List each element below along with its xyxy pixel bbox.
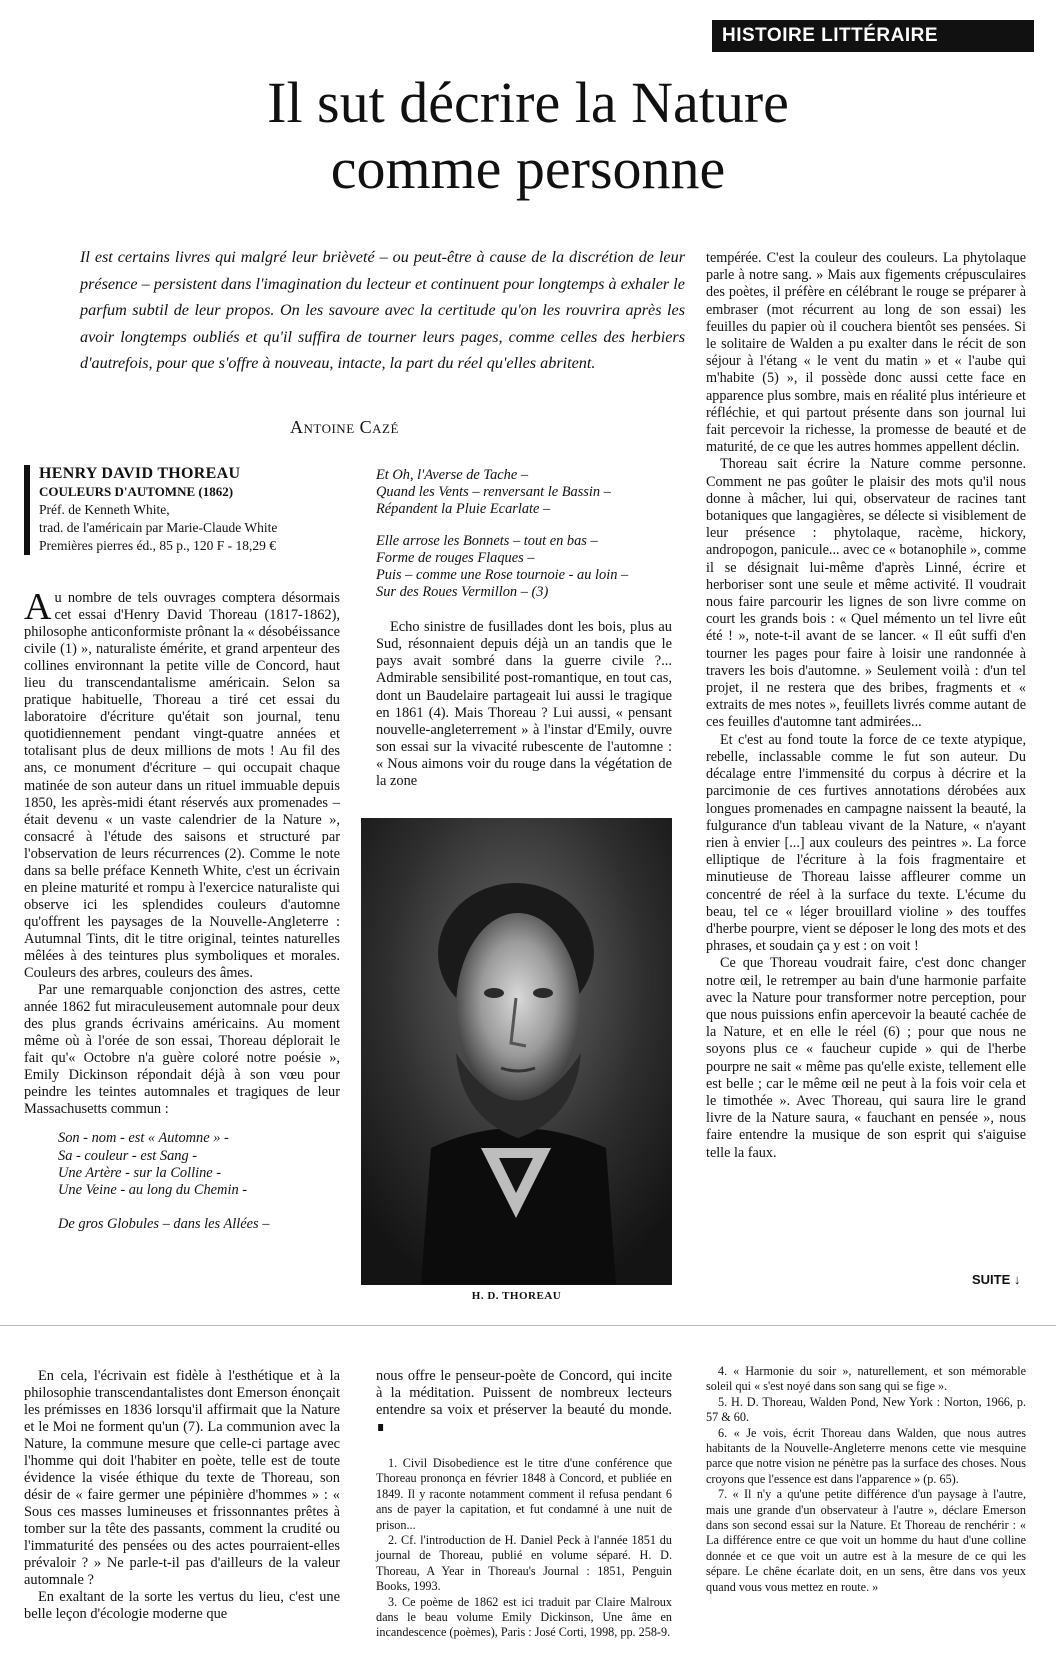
continuation-column-2 bbox=[376, 1368, 672, 1436]
poem-line: Quand les Vents – renversant le Bassin – bbox=[376, 484, 611, 501]
thoreau-portrait-photo bbox=[361, 818, 672, 1285]
portrait-illustration bbox=[361, 818, 672, 1285]
footnotes-column-3 bbox=[706, 1364, 1026, 1595]
footnote: 4. « Harmonie du soir », naturellement, et son mémorable soleil qui « s'est noyé dans son sang qui se fige ». bbox=[706, 1364, 1026, 1394]
poem-stanza bbox=[58, 1130, 340, 1198]
poem-line: De gros Globules – dans les Allées – bbox=[58, 1215, 270, 1232]
footnote: 5. H. D. Thoreau, Walden Pond, New York : Norton, 1966, p. 57 & 60. bbox=[706, 1394, 1026, 1425]
poem-stanza bbox=[376, 533, 672, 601]
title-line-2: comme personne bbox=[330, 136, 726, 201]
footnotes-column-2 bbox=[376, 1456, 672, 1641]
paragraph: Ce que Thoreau voudrait faire, c'est donc changer notre œil, le retremper au bain d'une harmonie parfaite avec la Nature pour transformer notre perception, pour que nous puissions enfin apercevoir la beauté cachée de la Nature, et en elle le réel (6) ; pour que nous ne soyons plus ce « faucheur cupide » qui de l'herbe pourpre ne sait « même pas qu'elle existe, tellement elle est belle ; car le même œil ne peut à la fois voir cela et le timothée ». Avec Thoreau, qui saura lire le grand livre de la Nature saura, « fauchant en pensée », nous faire entendre la musique de son esprit qui s'aiguise telle la faux. bbox=[706, 955, 1026, 1161]
title-line-1: Il sut décrire la Nature bbox=[267, 70, 789, 135]
article-title bbox=[0, 70, 1056, 202]
footnote: 7. « Il n'y a qu'une petite différence d'un paysage à l'autre, mais une grande d'un observateur à l'autre », déclare Emerson dans son second essai sur la Nature. Et Thoreau de renchérir : « La différence entre ce que voit un homme du haut d'une colline donnée et ce que voit un autre est à la mesure de ce qui les sépare. Le chêne écarlate doit, en un sens, être dans vos yeux quand vous vous mettez en route. » bbox=[706, 1487, 1026, 1594]
paragraph: nous offre le penseur-poète de Concord, qui incite à la méditation. Puissent de nombreux lecteurs entendre sa voix et préserver la beauté du monde. ∎ bbox=[376, 1368, 672, 1435]
column-3 bbox=[706, 250, 1026, 1162]
photo-caption: H. D. THOREAU bbox=[471, 1290, 562, 1302]
drop-cap: A bbox=[24, 586, 52, 628]
paragraph: En exaltant de la sorte les vertus du lieu, c'est une belle leçon d'écologie moderne que bbox=[24, 1589, 340, 1622]
paragraph: tempérée. C'est la couleur des couleurs. La phytolaque parle à notre sang. » Mais aux figements crépusculaires des poètes, il préfère en célébrant le rouge se préparer à embraser (mot récurrent au long de son essai) les feuilles du papier où il couchera bientôt ses pensées. Si le solitaire de Walden a pu exalter dans le récit de son séjour à l'étang « le vent du matin » et « l'aube qui m'habite (5) », il possède donc aussi cette face en apparence plus sombre, mais en réalité plus intérieure et réfléchie, et qui partout présente dans son journal lui fait percevoir la richesse, la promesse de beauté et de maturité, de ce que les autres hommes appellent déclin. bbox=[706, 250, 1026, 456]
column-1 bbox=[24, 586, 340, 1233]
footnote: 2. Cf. l'introduction de H. Daniel Peck à l'année 1851 du journal de Thoreau, publié en volume séparé. H. D. Thoreau, A Year in Thoreau's Journal : 1851, Penguin Books, 1993. bbox=[376, 1533, 672, 1594]
poem-line: Forme de rouges Flaques – bbox=[376, 550, 535, 567]
book-publisher: Premières pierres éd., 85 p., 120 F - 18,29 € bbox=[39, 538, 276, 553]
paragraph bbox=[24, 586, 340, 982]
poem-line: Son - nom - est « Automne » - bbox=[58, 1130, 229, 1147]
page-break-divider bbox=[0, 1325, 1056, 1326]
article-lead: Il est certains livres qui malgré leur brièveté – ou peut-être à cause de la discrétion de leur présence – persistent dans l'imagination du lecteur et continuent pour longtemps à exhaler le parfum subtil de leur propos. On les savoure avec la certitude qu'on les rouvrira après les avoir longtemps oubliés et qu'il suffira de tourner leurs pages, comme celles des herbiers d'autrefois, pour que s'offre à nouveau, intacte, la part du réel qu'elles abritent. bbox=[80, 248, 685, 372]
poem-line: Sa - couleur - est Sang - bbox=[58, 1147, 198, 1164]
poem-line: Une Veine - au long du Chemin - bbox=[58, 1181, 248, 1198]
book-preface: Préf. de Kenneth White, bbox=[39, 502, 170, 517]
poem-line: Puis – comme une Rose tournoie - au loin – bbox=[376, 567, 629, 584]
poem-line: Répandent la Pluie Ecarlate – bbox=[376, 501, 551, 518]
footnote: 3. Ce poème de 1862 est ici traduit par Claire Malroux dans le beau volume Emily Dickinson, Une âme en incandescence (poèmes), Paris : José Corti, 1998, pp. 258-9. bbox=[376, 1594, 672, 1640]
book-author: HENRY DAVID THOREAU bbox=[39, 465, 241, 482]
paragraph: Par une remarquable conjonction des astres, cette année 1862 fut miraculeusement automnale pour deux des plus grands écrivains américains. Au moment même où à l'orée de son essai, Thoreau déplorait le fait qu'« Octobre n'a guère coloré notre poésie », Emily Dickinson répondait déjà à son vœu pour peindre les teintes automnales et tragiques de leur Massachusetts commun : bbox=[24, 982, 340, 1118]
paragraph: Thoreau sait écrire la Nature comme personne. Comment ne pas goûter le plaisir des mots qu'il nous donne à mâcher, lui qui, observateur de racines tant botaniques que langagières, se délecte si visiblement de leur présence : phytolaque, racème, hickory, andropogon, panicule... avec ce « botanophile », comme il se désignait lui-même d'après Linné, écrire et herboriser sont une seule et même activité. Il voudrait nous faire parcourir les lignes de son livre comme on court les grands bois : « Quel mémento un tel livre eût été ! », note-t-il avant de se lancer. « Il eût suffi d'en tourner les pages pour faire à loisir une randonnée à travers les bois d'automne. » Seulement voilà : d'un tel projet, il ne restera que des bribes, fragments et « extraits de mes notes », feuillets livrés comme autant de ces feuilles d'automne tant admirées... bbox=[706, 456, 1026, 731]
poem-line: Sur des Roues Vermillon – (3) bbox=[376, 584, 549, 601]
paragraph: Echo sinistre de fusillades dont les bois, plus au Sud, résonnaient depuis déjà un an tandis que le pays avait sombré dans la guerre civile ?... Admirable sensibilité post-romantique, en tout cas, dont un Baudelaire partageait lui aussi le tragique en 1861 (4). Mais Thoreau ? Lui aussi, « pensant nouvelle-angleterrement » à l'instar d'Emily, ouvre son essai sur la vivacité rubescente de l'automne : « Nous aimons voir du rouge dans la végétation de la zone bbox=[376, 619, 672, 789]
continuation-column-1 bbox=[24, 1368, 340, 1623]
column-2 bbox=[376, 467, 672, 790]
book-reference-box bbox=[24, 465, 369, 555]
paragraph: En cela, l'écrivain est fidèle à l'esthétique et à la philosophie transcendantalistes dont Emerson énonçait les prémisses en 1836 lorsqu'il affirmait que la Nature et le Moi ne forment qu'un (7). La communion avec la Nature, la commune mesure que celle-ci partage avec l'homme qui doit l'habiter en poète, telle est de toute évidence la visée éthique du texte de Thoreau, son désir de « faire germer une pépinière d'hommes » : « Sous ces masses lumineuses et frissonnantes prêtes à tomber sur la tête des passants, comment la crudité ou l'immaturité des pensées ou des actes pourraient-elles prévaloir ? » Ne parle-t-il pas d'ailleurs de la valeur automnale ? bbox=[24, 1368, 340, 1588]
poem-line: Et Oh, l'Averse de Tache – bbox=[376, 467, 529, 483]
continued-marker: SUITE ↓ bbox=[972, 1272, 1021, 1287]
book-translation: trad. de l'américain par Marie-Claude White bbox=[39, 520, 278, 535]
article-author: Antoine Cazé bbox=[290, 417, 399, 437]
poem-line: Une Artère - sur la Colline - bbox=[58, 1164, 222, 1181]
poem-stanza bbox=[58, 1216, 340, 1233]
poem-line: Elle arrose les Bonnets – tout en bas – bbox=[376, 533, 598, 550]
paragraph: Et c'est au fond toute la force de ce texte atypique, rebelle, inclassable comme le fut son auteur. Du décalage entre l'immensité du corpus à décrire et la parcimonie de ces furtives annotations dérobées aux longues promenades en campagne naissent la beauté, la fulgurance d'un tableau vivant de la Nature, « n'ayant rien à envier [...] aux couleurs des peintres ». La force elliptique de l'écriture à la fois fragmentaire et minutieuse de Thoreau laisse affleurer comme un concentré de réel à la surface du texte. L'écume du beau, tel ce « léger brouillard violine » des touffes d'herbe pourpre, vient se déposer le long des mots et des phrases, et soudain ça y est : on voit ! bbox=[706, 731, 1026, 955]
poem-stanza bbox=[376, 467, 672, 518]
book-title: COULEURS D'AUTOMNE (1862) bbox=[39, 484, 234, 499]
footnote: 6. « Je vois, écrit Thoreau dans Walden, que nous autres habitants de la Nouvelle-Angleterre menons cette vie mesquine parce que notre vision ne pénètre pas la surface des choses. Nous croyons que l'essence est dans l'apparence » (p. 65). bbox=[706, 1425, 1026, 1486]
paragraph-text: u nombre de tels ouvrages comptera désormais cet essai d'Henry David Thoreau (1817-1862), philosophe anticonformiste prônant la « désobéissance civile (1) », naturaliste émérite, et grand arpenteur des collines environnant la petite ville de Concord, haut lieu du transcendantalisme américain. Selon sa pratique habituelle, Thoreau a tiré cet essai du laboratoire d'écriture qu'était son journal, tenu quotidiennement pendant vingt-quatre années et totalisant plus de deux millions de mots ! Au fil des ans, ce monument d'écriture – qui occupait chaque matinée de son auteur dans un rituel immuable depuis 1850, les après-midi étant réservés aux promenades – était devenu « un vaste calendrier de la Nature », consacré à l'étude des saisons et structuré par l'observation de leurs récurrences (2). Comme le note dans sa belle préface Kenneth White, c'est un écrivain en pleine maturité et rompu à l'exercice naturaliste qui observe ici les splendides couleurs d'automne qu'offrent les paysages de la Nouvelle-Angleterre : Autumnal Tints, dit le titre original, teintes naturelles mêlées à des teintures plus symboliques et morales. Couleurs des arbres, couleurs des âmes. bbox=[24, 590, 340, 982]
section-rubric: HISTOIRE LITTÉRAIRE bbox=[712, 20, 1034, 52]
footnote: 1. Civil Disobedience est le titre d'une conférence que Thoreau prononça en février 1848 à Concord, et publiée en 1849. Il y raconte notamment comment il refusa pendant 6 ans de payer la capitation, et fut condamné à une nuit de prison... bbox=[376, 1456, 672, 1532]
